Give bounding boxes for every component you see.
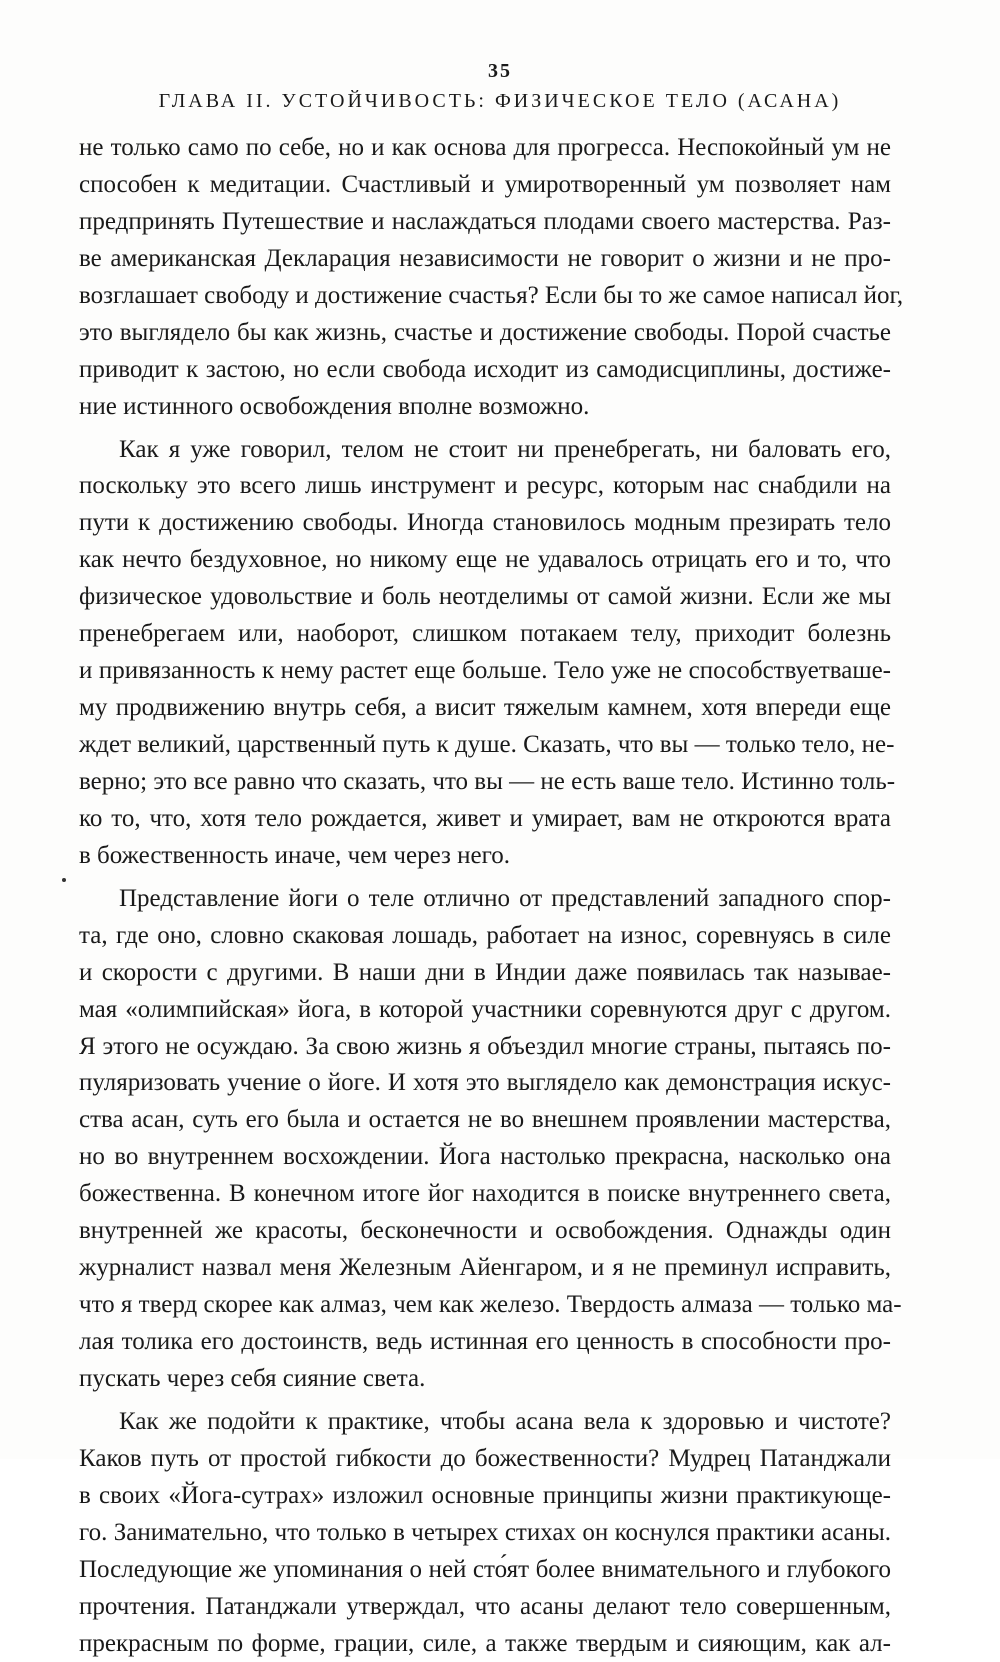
text-line: это выглядело бы как жизнь, счастье и достижение свободы. Порой счастье xyxy=(79,315,891,352)
body-text xyxy=(79,130,891,1662)
text-line: приводит к застою, но если свобода исходит из самодисциплины, достиже- xyxy=(79,352,891,389)
text-line: пускать через себя сияние света. xyxy=(79,1361,891,1398)
text-line: прекрасным по форме, грации, силе, а также твердым и сияющим, как ал- xyxy=(79,1626,891,1662)
text-line: и привязанность к нему растет еще больше. Тело уже не способствуетваше- xyxy=(79,653,891,690)
text-line: поскольку это всего лишь инструмент и ресурс, которым нас снабдили на xyxy=(79,468,891,505)
text-line: му продвижению внутрь себя, а висит тяжелым камнем, хотя впереди еще xyxy=(79,690,891,727)
text-line: ве американская Декларация независимости не говорит о жизни и не про- xyxy=(79,241,891,278)
text-line: Я этого не осуждаю. За свою жизнь я объездил многие страны, пытаясь по- xyxy=(79,1029,891,1066)
text-line: Как же подойти к практике, чтобы асана вела к здоровью и чистоте? xyxy=(79,1404,891,1441)
text-line: ко то, что, хотя тело рождается, живет и умирает, вам не откроются врата xyxy=(79,801,891,838)
paragraph xyxy=(79,881,891,1398)
text-line: пуляризовать учение о йоге. И хотя это выглядело как демонстрация искус- xyxy=(79,1065,891,1102)
text-line: пренебрегаем или, наоборот, слишком потакаем телу, приходит болезнь xyxy=(79,616,891,653)
text-line: го. Занимательно, что только в четырех стихах он коснулся практики асаны. xyxy=(79,1515,891,1552)
text-line: что я тверд скорее как алмаз, чем как железо. Твердость алмаза — только ма- xyxy=(79,1287,891,1324)
text-line: прочтения. Патанджали утверждал, что асаны делают тело совершенным, xyxy=(79,1589,891,1626)
text-line: ждет великий, царственный путь к душе. Сказать, что вы — только тело, не- xyxy=(79,727,891,764)
running-head: ГЛАВА II. УСТОЙЧИВОСТЬ: ФИЗИЧЕСКОЕ ТЕЛО (АСАНА) xyxy=(0,90,1000,113)
text-line: Представление йоги о теле отлично от представлений западного спор- xyxy=(79,881,891,918)
text-line: в своих «Йога-сутрах» изложил основные принципы жизни практикующе- xyxy=(79,1478,891,1515)
page-number: 35 xyxy=(0,60,1000,83)
text-line: та, где оно, словно скаковая лошадь, работает на износ, соревнуясь в силе xyxy=(79,918,891,955)
text-line: как нечто бездуховное, но никому еще не удавалось отрицать его и то, что xyxy=(79,542,891,579)
text-line: не только само по себе, но и как основа для прогресса. Неспокойный ум не xyxy=(79,130,891,167)
text-line: Последующие же упоминания о ней сто́ят более внимательного и глубокого xyxy=(79,1552,891,1589)
text-line: ства асан, суть его была и остается не во внешнем проявлении мастерства, xyxy=(79,1102,891,1139)
text-line: физическое удовольствие и боль неотделимы от самой жизни. Если же мы xyxy=(79,579,891,616)
text-line: но во внутреннем восхождении. Йога настолько прекрасна, насколько она xyxy=(79,1139,891,1176)
text-line: божественна. В конечном итоге йог находится в поиске внутреннего света, xyxy=(79,1176,891,1213)
text-line: мая «олимпийская» йога, в которой участники соревнуются друг с другом. xyxy=(79,992,891,1029)
text-line: внутренней же красоты, бесконечности и освобождения. Однажды один xyxy=(79,1213,891,1250)
paragraph xyxy=(79,130,891,426)
text-line: пути к достижению свободы. Иногда становилось модным презирать тело xyxy=(79,505,891,542)
text-line: верно; это все равно что сказать, что вы — не есть ваше тело. Истинно толь- xyxy=(79,764,891,801)
text-line: Каков путь от простой гибкости до божественности? Мудрец Патанджали xyxy=(79,1441,891,1478)
text-line: в божественность иначе, чем через него. xyxy=(79,838,891,875)
text-line: лая толика его достоинств, ведь истинная его ценность в способности про- xyxy=(79,1324,891,1361)
text-line: и скорости с другими. В наши дни в Индии даже появилась так называе- xyxy=(79,955,891,992)
paragraph xyxy=(79,432,891,875)
text-line: Как я уже говорил, телом не стоит ни пренебрегать, ни баловать его, xyxy=(79,432,891,469)
stray-ink-mark xyxy=(62,878,66,882)
text-line: ние истинного освобождения вполне возможно. xyxy=(79,389,891,426)
text-line: предпринять Путешествие и наслаждаться плодами своего мастерства. Раз- xyxy=(79,204,891,241)
text-line: журналист назвал меня Железным Айенгаром, и я не преминул исправить, xyxy=(79,1250,891,1287)
paragraph xyxy=(79,1404,891,1662)
text-line: возглашает свободу и достижение счастья? Если бы то же самое написал йог, xyxy=(79,278,891,315)
text-line: способен к медитации. Счастливый и умиротворенный ум позволяет нам xyxy=(79,167,891,204)
